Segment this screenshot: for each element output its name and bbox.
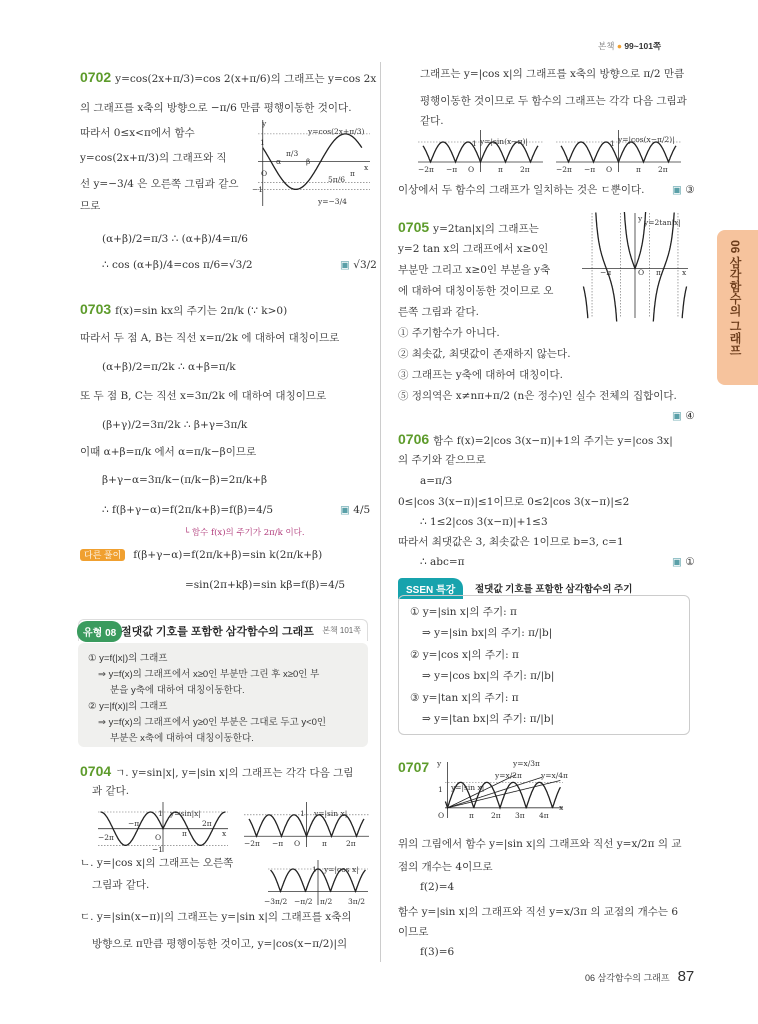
text-line: 따라서 0≤x<π에서 함수 — [80, 127, 195, 139]
answer-value: ① — [685, 556, 695, 568]
text-line: ⇒ y=|sin bx|의 주기: π/|b| — [422, 627, 553, 639]
footer-chapter: 06 삼각함수의 그래프 — [585, 973, 670, 983]
tick: 3π — [515, 811, 525, 820]
tick: π — [498, 165, 503, 174]
alt-solution-line — [80, 548, 322, 562]
text-line: 그래프는 y=|cos x|의 그래프를 x축의 방향으로 π/2 만큼 — [420, 68, 685, 80]
tick: π — [636, 165, 641, 174]
text-line: ㄷ. y=|sin(x−π)|의 그래프는 y=|sin x|의 그래프를 x축의 — [80, 911, 352, 923]
text-line: (α+β)/2=π/2k ∴ α+β=π/k — [102, 361, 236, 373]
tick: −π — [272, 839, 284, 848]
graph-0702 — [252, 119, 370, 206]
axis-label: x — [559, 803, 564, 812]
tick: −2π — [98, 833, 114, 842]
text-line: 부분만 그리고 x≥0인 부분을 y축 — [398, 264, 551, 276]
line-label: y=x/2π — [495, 771, 522, 780]
graph-abs-sin-shift — [418, 130, 543, 172]
problem-0705-line — [398, 220, 539, 236]
text: y=2tan|x|의 그래프는 — [433, 223, 539, 235]
problem-number: 0704 — [80, 763, 112, 779]
text: 함수 f(x)=2|cos 3(x−π)|+1의 주기는 y=|cos 3x| — [433, 435, 673, 447]
graph-0707 — [437, 759, 568, 820]
tick: −2π — [556, 165, 572, 174]
page-footer — [585, 968, 694, 985]
text-line: 른쪽 그림과 같다. — [398, 306, 480, 318]
text-line: 므로 — [80, 200, 101, 212]
axis-label: x — [222, 829, 227, 838]
axis-label: x — [364, 163, 369, 172]
text-line: y=2 tan x의 그래프에서 x≥0인 — [398, 243, 549, 255]
text-line: ② y=|cos x|의 주기: π — [410, 649, 519, 661]
line-label: y=x/4π — [541, 771, 568, 780]
ssen-badge: SSEN 특강 — [398, 578, 463, 599]
origin: O — [606, 165, 613, 174]
text-line: =sin(2π+kβ)=sin kβ=f(β)=4/5 — [185, 579, 346, 591]
curve-label: y=|cos x| — [324, 865, 359, 874]
line-label: y=−3/4 — [318, 197, 347, 206]
answer-value: 4/5 — [353, 504, 371, 516]
origin: O — [261, 169, 268, 178]
tick: π/3 — [286, 149, 299, 158]
text-line: 그림과 같다. — [92, 879, 150, 891]
text-line: ⑤ 정의역은 x≠nπ+π/2 (n은 정수)인 실수 전체의 집합이다. — [398, 390, 677, 402]
answer: ▣ ① — [672, 556, 695, 568]
type-badge: 유형 08 — [77, 621, 122, 642]
tick: 2π — [346, 839, 356, 848]
problem-number: 0707 — [398, 759, 430, 775]
axis-label: y — [638, 214, 643, 223]
curve-label: y=|cos(x−π/2)| — [618, 135, 675, 144]
text-line: ∴ abc=π — [420, 556, 465, 568]
origin: O — [468, 165, 475, 174]
tick: π — [182, 829, 187, 838]
book-ref: 본책 — [598, 41, 615, 51]
text-line: β+γ−α=3π/k−(π/k−β)=2π/k+β — [102, 474, 268, 486]
text-line: ⇒ y=f(x)의 그래프에서 y≥0인 부분은 그대로 두고 y<0인 — [98, 717, 327, 728]
curve-label: y=sin|x| — [170, 809, 201, 818]
line-label: y=x/3π — [513, 759, 540, 768]
origin: O — [438, 811, 445, 820]
text-line: 위의 그림에서 함수 y=|sin x|의 그래프와 직선 y=x/2π 의 교 — [398, 838, 682, 850]
curve-label: y=|sin(x−π)| — [480, 137, 528, 146]
text-line: f(2)=4 — [420, 881, 455, 893]
text-line: ③ y=|tan x|의 주기: π — [410, 692, 519, 704]
tick: −π — [128, 819, 140, 828]
text-line: ⇒ y=f(x)의 그래프에서 x≥0인 부분만 그린 후 x≥0인 부 — [98, 669, 320, 680]
text: y=cos(2x+π/3)=cos 2(x+π/6)의 그래프는 y=cos 2x — [115, 73, 377, 85]
tick: π — [469, 811, 474, 820]
text-line: 에 대하여 대칭이동한 것이므로 오 — [398, 285, 554, 297]
origin: O — [638, 268, 645, 277]
problem-0704-line — [80, 764, 353, 780]
tick: 1 — [300, 809, 305, 818]
tick: −π/2 — [294, 897, 313, 906]
annotation-note: └ 함수 f(x)의 주기가 2π/k 이다. — [184, 528, 305, 538]
text-line: 이상에서 두 함수의 그래프가 일치하는 것은 ㄷ뿐이다. — [398, 184, 645, 196]
text-line: ∴ 1≤2|cos 3(x−π)|+1≤3 — [420, 516, 548, 528]
axis-label: y — [437, 759, 442, 768]
tick: α — [276, 157, 282, 166]
problem-0707-number-line — [398, 760, 433, 776]
answer-value: ③ — [685, 184, 695, 196]
text-line: 또 두 점 B, C는 직선 x=3π/2k 에 대하여 대칭이므로 — [80, 390, 327, 402]
text-line: 0≤|cos 3(x−π)|≤1이므로 0≤2|cos 3(x−π)|≤2 — [398, 496, 630, 508]
chapter-tab-label: 06 삼각함수의 그래프 — [728, 240, 742, 357]
text-line: a=π/3 — [420, 475, 453, 487]
ssen-title: 절댓값 기호를 포함한 삼각함수의 주기 — [475, 584, 633, 595]
text-line: 평행이동한 것이므로 두 함수의 그래프는 각각 다음 그림과 — [420, 95, 687, 107]
tick: 4π — [539, 811, 549, 820]
tick: −3π/2 — [264, 897, 288, 906]
tick: π — [322, 839, 327, 848]
text-line: 의 주기와 같으므로 — [398, 454, 486, 466]
tick: 2π — [491, 811, 501, 820]
tick: β — [306, 157, 311, 166]
curve-label: y=|sin x| — [314, 809, 348, 818]
tick: 1 — [472, 139, 477, 148]
answer: ▣ 4/5 — [340, 504, 371, 516]
tick: π/2 — [320, 897, 333, 906]
text-line: ∴ f(β+γ−α)=f(2π/k+β)=f(β)=4/5 — [102, 504, 273, 516]
graph-sin-abs-x — [98, 802, 228, 852]
text-line: ∴ cos (α+β)/4=cos π/6=√3/2 — [102, 259, 253, 271]
column-divider — [380, 62, 381, 962]
text: f(x)=sin kx의 주기는 2π/k (∵ k>0) — [115, 305, 288, 317]
tick: 1 — [260, 138, 265, 147]
graph-abs-cos-shift — [556, 130, 681, 172]
curve-label: y=cos(2x+π/3) — [308, 127, 365, 136]
answer: ▣ √3/2 — [340, 259, 377, 271]
text-line: 부분은 x축에 대하여 대칭이동한다. — [110, 733, 254, 744]
text-line: 함수 y=|sin x|의 그래프와 직선 y=x/3π 의 교점의 개수는 6 — [398, 906, 679, 918]
tick: 3π/2 — [348, 897, 365, 906]
page-range: 99~101쪽 — [624, 41, 662, 51]
text-line: 이므로 — [398, 926, 429, 938]
text-line: (α+β)/2=π/3 ∴ (α+β)/4=π/6 — [102, 233, 248, 245]
tick: 5π/6 — [328, 175, 345, 184]
tick: −2π — [418, 165, 434, 174]
answer: ▣ ③ — [672, 184, 695, 196]
tick: −2π — [244, 839, 260, 848]
answer: ▣ ④ — [672, 410, 695, 422]
tick: 2π — [520, 165, 530, 174]
text-line: 과 같다. — [92, 785, 130, 797]
type-title: 절댓값 기호를 포함한 삼각함수의 그래프 — [121, 626, 314, 638]
axis-label: x — [682, 268, 687, 277]
tick: −π — [584, 165, 596, 174]
type-ref: 본책 101쪽 — [322, 626, 361, 635]
tick: 2π — [658, 165, 668, 174]
tick: 1 — [610, 139, 615, 148]
text: ㄱ. y=sin|x|, y=|sin x|의 그래프는 각각 다음 그림 — [115, 767, 354, 779]
text-line: 따라서 두 점 A, B는 직선 x=π/2k 에 대하여 대칭이므로 — [80, 332, 340, 344]
curve-label: y=|sin x| — [451, 783, 485, 792]
text-line: 의 그래프를 x축의 방향으로 −π/6 만큼 평행이동한 것이다. — [80, 102, 352, 114]
page-number: 87 — [677, 968, 695, 985]
text-line: ① 주기함수가 아니다. — [398, 327, 500, 339]
text-line: ⇒ y=|cos bx|의 주기: π/|b| — [422, 670, 555, 682]
tick: 1 — [312, 865, 317, 874]
text-line: 이때 α+β=π/k 에서 α=π/k−β이므로 — [80, 446, 257, 458]
problem-number: 0703 — [80, 301, 112, 317]
origin: O — [294, 839, 301, 848]
graph-2tan-abs-x — [582, 213, 688, 318]
problem-0702-line — [80, 70, 376, 86]
graph-abs-cos — [264, 860, 368, 906]
text-line: ① y=|sin x|의 주기: π — [410, 606, 517, 618]
curve-label: y=2tan|x| — [644, 218, 681, 227]
text-line: 점의 개수는 4이므로 — [398, 861, 493, 873]
text-line: ② y=|f(x)|의 그래프 — [88, 701, 168, 712]
tick: 1 — [438, 785, 443, 794]
origin: O — [155, 833, 162, 842]
tick: −π — [600, 268, 612, 277]
tick: −1 — [252, 185, 264, 194]
graph-abs-sin — [244, 802, 369, 847]
problem-number: 0705 — [398, 219, 430, 235]
chapter-tab[interactable] — [717, 230, 758, 385]
tick: 2π — [202, 819, 212, 828]
text-line: 같다. — [420, 115, 444, 127]
text-line: 따라서 최댓값은 3, 최솟값은 1이므로 b=3, c=1 — [398, 536, 624, 548]
text-line: f(3)=6 — [420, 946, 455, 958]
text-line: 방향으로 π만큼 평행이동한 것이고, y=|cos(x−π/2)|의 — [92, 938, 348, 950]
text-line: ③ 그래프는 y축에 대하여 대칭이다. — [398, 369, 563, 381]
answer-value: √3/2 — [353, 259, 377, 271]
answer-value: ④ — [685, 410, 695, 422]
tick: π — [350, 169, 355, 178]
problem-number: 0706 — [398, 431, 430, 447]
alt-solution-badge: 다른 풀이 — [80, 549, 125, 561]
tick: −1 — [152, 845, 164, 854]
problem-0703-line — [80, 302, 287, 318]
type-08-header — [78, 619, 368, 641]
text-line: y=cos(2x+π/3)의 그래프와 직 — [80, 152, 227, 164]
text-line: ㄴ. y=|cos x|의 그래프는 오른쪽 — [80, 857, 234, 869]
text-line: 선 y=−3/4 은 오른쪽 그림과 같으 — [80, 178, 239, 190]
text-line: ⇒ y=|tan bx|의 주기: π/|b| — [422, 713, 555, 725]
tick: 1 — [158, 809, 163, 818]
bullet: ● — [616, 41, 622, 51]
tick: π — [656, 268, 661, 277]
axis-label: y — [262, 119, 267, 128]
text-line: (β+γ)/2=3π/2k ∴ β+γ=3π/k — [102, 419, 248, 431]
text-line: ① y=f(|x|)의 그래프 — [88, 653, 168, 664]
tick: −π — [446, 165, 458, 174]
problem-0706-line — [398, 432, 673, 448]
text-line: 분을 y축에 대하여 대칭이동한다. — [110, 685, 245, 696]
problem-number: 0702 — [80, 69, 112, 85]
text-line: ② 최솟값, 최댓값이 존재하지 않는다. — [398, 348, 571, 360]
page-header — [598, 40, 661, 52]
text: f(β+γ−α)=f(2π/k+β)=sin k(2π/k+β) — [133, 549, 323, 561]
